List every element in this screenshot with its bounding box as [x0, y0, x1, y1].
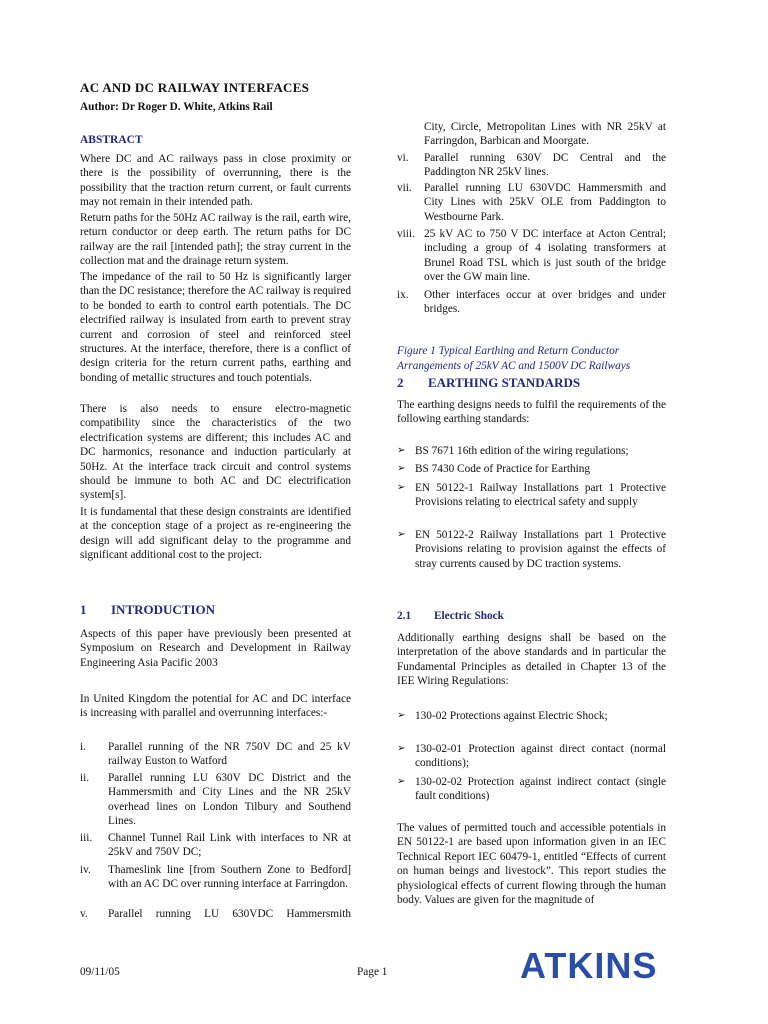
figure-caption: Figure 1 Typical Earthing and Return Conductor Arrangements of 25kV AC and 1500V DC Railways — [397, 345, 631, 372]
section-number: 2 — [397, 375, 404, 390]
list-marker: vi. — [397, 152, 409, 164]
list-item — [80, 907, 351, 922]
bullet-text: BS 7671 16th edition of the wiring regulations; — [415, 445, 629, 457]
bullet-item — [397, 528, 666, 586]
atkins-logo: ATKINS — [520, 945, 658, 986]
section-number: 1 — [80, 602, 87, 617]
list-text: Thameslink line [from Southern Zone to Bedford] with an AC DC over running interface at Farringdon. — [108, 864, 351, 891]
list-item — [397, 151, 666, 180]
intro-paragraph: Aspects of this paper have previously been presented at Symposium on Research and Development in Railway Engineering Asia Pacific 2003 — [80, 628, 351, 669]
list-marker: iii. — [80, 832, 93, 844]
list-marker: v. — [80, 908, 88, 920]
subsection-2-1-heading — [397, 610, 504, 622]
section-title: EARTHING STANDARDS — [428, 375, 581, 390]
list-text: Parallel running of the NR 750V DC and 25 kV railway Euston to Watford — [108, 741, 351, 768]
list-item-continued — [397, 120, 666, 149]
bullet-arrow-icon: ➢ — [397, 776, 406, 787]
abstract-paragraph: The impedance of the rail to 50 Hz is significantly larger than the DC resistance; therefore the AC railway is required to be bonded to earth to control earth potentials. The DC electrified railway is insulated from earth to prevent stray current and corrosion of steel and reinforced steel structures. At the interface, therefore, there is a conflict of design criteria for the return current paths, earthing and bonding of metallic structures and touch potentials. — [80, 271, 351, 384]
abstract-paragraph: Where DC and AC railways pass in close proximity or there is the possibility of overrunning, there is the possibility that the traction return current, or fault currents may not remain in their intended path. — [80, 153, 351, 209]
bullet-text: EN 50122-2 Railway Installations part 1 Protective Provisions relating to provision against the effects of stray currents caused by DC traction systems. — [415, 529, 666, 570]
subsection-number: 2.1 — [397, 610, 412, 622]
list-text: Parallel running 630V DC Central and the Paddington NR 25kV lines. — [424, 152, 666, 179]
list-text: Parallel running LU 630V DC District and the Hammersmith and City Lines and the NR 25kV overhead lines on London Tilbury and Southend Lines. — [108, 772, 351, 828]
list-item — [80, 771, 351, 829]
bullet-arrow-icon: ➢ — [397, 463, 406, 474]
list-text: Other interfaces occur at over bridges and under bridges. — [424, 289, 666, 316]
footer-date: 09/11/05 — [80, 966, 120, 978]
list-text: Parallel running LU 630VDC Hammersmith — [108, 908, 351, 920]
list-text: Parallel running LU 630VDC Hammersmith and City Lines with 25kV OLE from Paddington to Westbourne Park. — [424, 182, 666, 223]
bullet-arrow-icon: ➢ — [397, 482, 406, 493]
bullet-text: 130-02 Protections against Electric Shock; — [415, 710, 608, 722]
section-1-heading — [80, 602, 215, 618]
abstract-paragraph: Return paths for the 50Hz AC railway is the rail, earth wire, return conductor or deep earth. The return paths for DC railway are the rail [intended path]; the stray current in the collection mat and the drainage return system. — [80, 212, 351, 268]
bullet-arrow-icon: ➢ — [397, 743, 406, 754]
list-item — [80, 831, 351, 860]
shock-paragraph: Additionally earthing designs shall be based on the interpretation of the above standards and in particular the Fundamental Principles as detailed in Chapter 13 of the IEE Wiring Regulations: — [397, 632, 666, 688]
list-item — [397, 288, 666, 317]
list-text: Channel Tunnel Rail Link with interfaces to NR at 25kV and 750V DC; — [108, 832, 351, 859]
paper-author: Author: Dr Roger D. White, Atkins Rail — [80, 101, 273, 113]
list-marker: ix. — [397, 289, 409, 301]
footer-page-number: Page 1 — [357, 966, 388, 978]
section-2-heading — [397, 375, 580, 391]
list-text: City, Circle, Metropolitan Lines with NR 25kV at Farringdon, Barbican and Moorgate. — [424, 121, 666, 148]
list-item — [397, 227, 666, 285]
list-item — [80, 740, 351, 769]
section-title: INTRODUCTION — [111, 602, 216, 617]
subsection-title: Electric Shock — [434, 610, 504, 622]
bullet-item — [397, 444, 666, 459]
abstract-body — [80, 152, 351, 563]
list-item — [80, 863, 351, 906]
abstract-paragraph: It is fundamental that these design constraints are identified at the conception stage of a project as re-engineering the design will add significant delay to the programme and significant additional cost to the project. — [80, 506, 351, 562]
abstract-heading: ABSTRACT — [80, 134, 143, 146]
bullet-item — [397, 775, 666, 804]
bullet-text: BS 7430 Code of Practice for Earthing — [415, 463, 591, 475]
bullet-arrow-icon: ➢ — [397, 445, 406, 456]
abstract-paragraph: There is also needs to ensure electro-magnetic compatibility since the characteristics of the two electrification systems are different; this includes AC and DC harmonics, resonance and induction particularly at 50Hz. At the interface track circuit and control systems should be immune to both AC and DC electrification system[s]. — [80, 403, 351, 502]
bullet-item — [397, 481, 666, 524]
bullet-item — [397, 709, 666, 738]
list-marker: viii. — [397, 228, 415, 240]
list-marker: i. — [80, 741, 86, 753]
bullet-item — [397, 742, 666, 771]
paper-title: AC AND DC RAILWAY INTERFACES — [80, 80, 310, 95]
list-marker: vii. — [397, 182, 412, 194]
list-text: 25 kV AC to 750 V DC interface at Acton Central; including a group of 4 isolating transformers at Brunel Road TSL which is just south of the bridge over the GW main line. — [424, 228, 666, 284]
bullet-text: 130-02-01 Protection against direct contact (normal conditions); — [415, 743, 666, 770]
bullet-arrow-icon: ➢ — [397, 529, 406, 540]
earthing-intro: The earthing designs needs to fulfil the requirements of the following earthing standards: — [397, 399, 666, 426]
intro-paragraph: In United Kingdom the potential for AC and DC interface is increasing with parallel and overrunning interfaces:- — [80, 693, 351, 720]
list-marker: ii. — [80, 772, 90, 784]
bullet-arrow-icon: ➢ — [397, 710, 406, 721]
bullet-text: EN 50122-1 Railway Installations part 1 Protective Provisions relating to electrical safety and supply — [415, 482, 666, 509]
list-item — [397, 181, 666, 224]
list-marker: iv. — [80, 864, 91, 876]
bullet-text: 130-02-02 Protection against indirect contact (single fault conditions) — [415, 776, 666, 803]
shock-paragraph: The values of permitted touch and accessible potentials in EN 50122-1 are based upon information given in an IEC Technical Report IEC 60479-1, entitled “Effects of current on human beings and livestock”. This report studies the physiological effects of current flowing through the human body. Values are given for the magnitude of — [397, 822, 666, 907]
bullet-item — [397, 462, 666, 477]
